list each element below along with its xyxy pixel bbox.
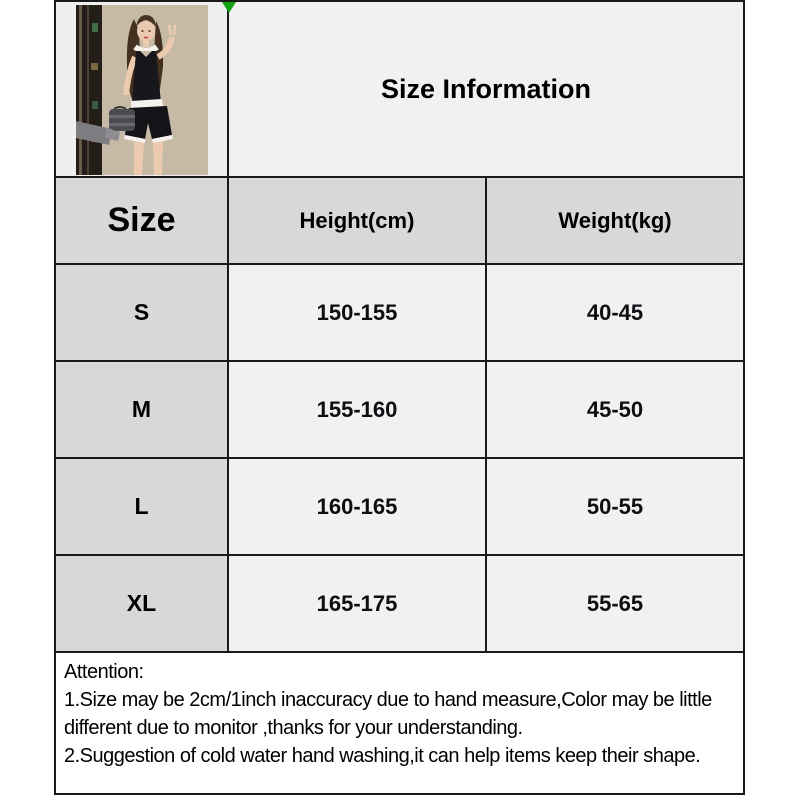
- table-row-s: [56, 263, 743, 360]
- product-photo: [76, 5, 208, 175]
- attention-note: [56, 651, 743, 793]
- table-row-xl: [56, 554, 743, 651]
- weight-value: 55-65: [487, 556, 743, 651]
- column-header-weight: Weight(kg): [487, 178, 743, 263]
- attention-line: different due to monitor ,thanks for your understanding.: [64, 717, 523, 739]
- size-value: XL: [56, 556, 229, 651]
- attention-title: Attention:: [64, 661, 144, 683]
- top-row: [56, 2, 743, 176]
- column-header-height: Height(cm): [229, 178, 487, 263]
- weight-value: 40-45: [487, 265, 743, 360]
- size-value: L: [56, 459, 229, 554]
- height-value: 165-175: [229, 556, 487, 651]
- column-header-size: Size: [56, 178, 229, 263]
- weight-value: 50-55: [487, 459, 743, 554]
- size-value: S: [56, 265, 229, 360]
- height-value: 155-160: [229, 362, 487, 457]
- page-title: Size Information: [380, 73, 591, 104]
- table-row-m: [56, 360, 743, 457]
- title-cell: [229, 2, 743, 176]
- size-value: M: [56, 362, 229, 457]
- attention-line: 1.Size may be 2cm/1inch inaccuracy due to hand measure,Color may be little: [64, 689, 712, 711]
- weight-value: 45-50: [487, 362, 743, 457]
- height-value: 150-155: [229, 265, 487, 360]
- product-photo-cell: [56, 2, 229, 176]
- size-chart-sheet: [54, 0, 745, 795]
- height-value: 160-165: [229, 459, 487, 554]
- table-row-l: [56, 457, 743, 554]
- green-marker-icon: [222, 2, 236, 13]
- table-header-row: [56, 176, 743, 263]
- attention-line: 2.Suggestion of cold water hand washing,it can help items keep their shape.: [64, 745, 701, 767]
